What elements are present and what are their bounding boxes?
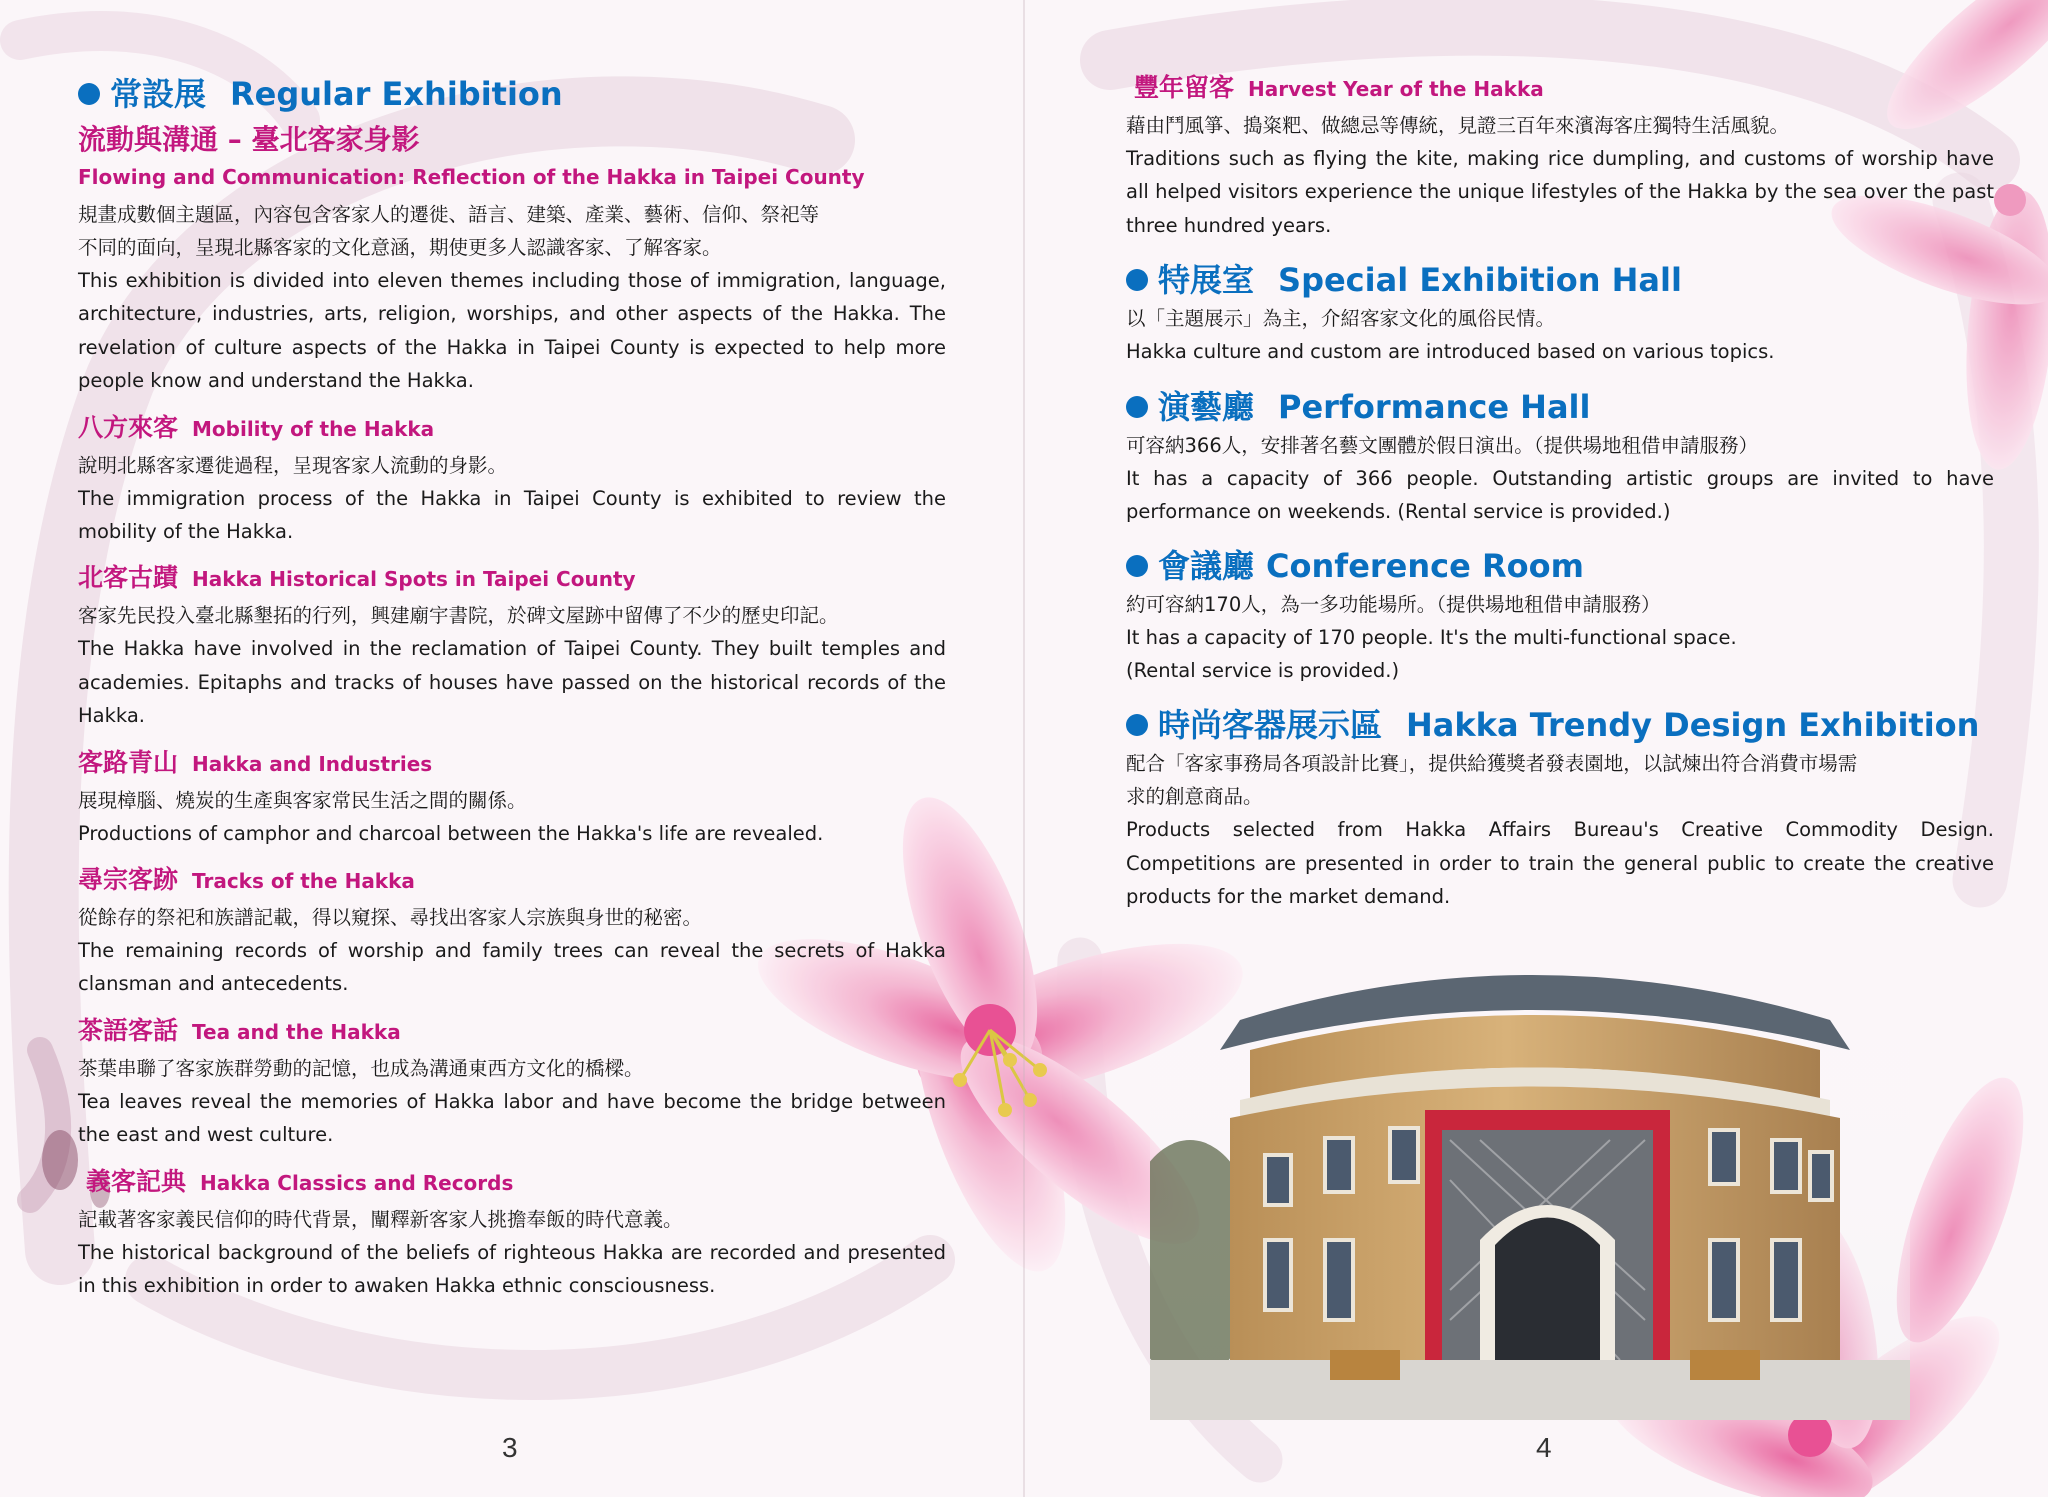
section-en-text: The historical background of the beliefs of righteous Hakka are recorded and presented in this exhibition in order to awaken Hakka ethnic consciousness. bbox=[78, 1240, 946, 1298]
section-zh-text: 說明北縣客家遷徙過程，呈現客家人流動的身影。 bbox=[78, 453, 508, 477]
section-title-en: Tea and the Hakka bbox=[192, 1019, 401, 1044]
section-title-en: Mobility of the Hakka bbox=[192, 416, 435, 441]
section-zh-text: 以「主題展示」為主，介紹客家文化的風俗民情。 bbox=[1126, 307, 1556, 331]
section-title-zh: 八方來客 bbox=[78, 412, 179, 442]
section-performance-hall bbox=[1102, 385, 1994, 529]
page-number: 3 bbox=[502, 1432, 518, 1463]
section-zh-text: 從餘存的祭祀和族譜記載，得以窺探、尋找出客家人宗族與身世的秘密。 bbox=[78, 906, 703, 930]
section-title-zh: 北客古蹟 bbox=[78, 563, 179, 593]
section-title-en: Hakka and Industries bbox=[192, 751, 433, 776]
section-zh-text: 記載著客家義民信仰的時代背景，闡釋新客家人挑擔奉飯的時代意義。 bbox=[78, 1207, 683, 1231]
section-en-line: (Rental service is provided.) bbox=[1126, 659, 1400, 683]
section-title-zh: 義客記典 bbox=[86, 1166, 187, 1196]
regular-zh-line: 不同的面向，呈現北縣客家的文化意涵，期使更多人認識客家、了解客家。 bbox=[78, 236, 722, 259]
special-hall-zh: 特展室 bbox=[1158, 261, 1255, 300]
section-tracks bbox=[78, 860, 946, 1001]
section-en-text: The remaining records of worship and family trees can reveal the secrets of Hakka clansman and antecedents. bbox=[78, 939, 946, 996]
right-column bbox=[1102, 72, 1994, 914]
performance-hall-en: Performance Hall bbox=[1278, 387, 1591, 426]
section-en-text: Hakka culture and custom are introduced based on various topics. bbox=[1126, 340, 1775, 364]
exhibition-title-zh: 流動與溝通 – 臺北客家身影 bbox=[78, 123, 420, 156]
section-en-text: Traditions such as flying the kite, making rice dumpling, and customs of worship have all helped visitors experience the unique lifestyles of the Hakka by the sea over the past three hundred years. bbox=[1126, 147, 1994, 237]
section-title-zh: 尋宗客跡 bbox=[78, 865, 179, 895]
section-conference-room bbox=[1102, 544, 1994, 687]
section-zh-text: 茶葉串聯了客家族群勞動的記憶，也成為溝通東西方文化的橋樑。 bbox=[78, 1056, 644, 1080]
conference-room-en: Conference Room bbox=[1266, 547, 1584, 586]
left-column bbox=[78, 72, 946, 1303]
performance-hall-zh: 演藝廳 bbox=[1158, 387, 1255, 426]
section-zh-text: 客家先民投入臺北縣墾拓的行列，興建廟宇書院，於碑文屋跡中留傳了不少的歷史印記。 bbox=[78, 604, 839, 628]
regular-zh-line: 規畫成數個主題區，內容包含客家人的遷徙、語言、建築、產業、藝術、信仰、祭祀等 bbox=[78, 203, 820, 226]
bullet-dot-icon bbox=[1126, 555, 1148, 577]
section-en-text: Tea leaves reveal the memories of Hakka labor and have become the bridge between the east and west culture. bbox=[78, 1089, 946, 1147]
section-zh-text: 藉由鬥風箏、搗粢粑、做總忌等傳統，見證三百年來濱海客庄獨特生活風貌。 bbox=[1126, 114, 1790, 137]
section-tea bbox=[78, 1011, 946, 1152]
regular-en-text: This exhibition is divided into eleven themes including those of immigration, language, architecture, industries, arts, religion, worships, and other aspects of the Hakka. The revelation of culture aspects of the Hakka in Taipei County is expected to help more people know and understand the Hakka. bbox=[78, 269, 946, 393]
regular-exhibition-en: Regular Exhibition bbox=[230, 75, 563, 113]
bullet-dot-icon bbox=[1126, 396, 1148, 418]
section-title-en: Tracks of the Hakka bbox=[192, 869, 415, 894]
section-title-zh: 茶語客話 bbox=[78, 1015, 179, 1045]
page-number: 4 bbox=[1536, 1432, 1552, 1463]
section-title-zh: 豐年留客 bbox=[1134, 73, 1235, 102]
section-mobility bbox=[78, 408, 946, 549]
section-industries bbox=[78, 743, 946, 850]
bullet-dot-icon bbox=[1126, 269, 1148, 291]
section-en-text: The Hakka have involved in the reclamation of Taipei County. They built temples and academies. Epitaphs and tracks of houses have passed on the historical records of the Hakka. bbox=[78, 637, 946, 728]
section-title-en: Hakka Historical Spots in Taipei County bbox=[192, 567, 636, 592]
section-title-en: Harvest Year of the Hakka bbox=[1248, 77, 1544, 101]
regular-exhibition-heading bbox=[78, 72, 946, 116]
section-en-line: It has a capacity of 170 people. It's the multi-functional space. bbox=[1126, 626, 1737, 650]
section-title-en: Hakka Classics and Records bbox=[200, 1170, 514, 1195]
section-en-text: Productions of camphor and charcoal between the Hakka's life are revealed. bbox=[78, 821, 824, 845]
section-en-text: It has a capacity of 366 people. Outstanding artistic groups are invited to have performance on weekends. (Rental service is provided.) bbox=[1126, 466, 1994, 524]
trendy-design-zh: 時尚客器展示區 bbox=[1158, 706, 1383, 745]
section-trendy-design bbox=[1102, 703, 1994, 913]
regular-exhibition-zh: 常設展 bbox=[110, 75, 207, 113]
section-zh-line: 配合「客家事務局各項設計比賽」，提供給獲獎者發表園地，以試煉出符合消費市場需 bbox=[1126, 752, 1858, 776]
section-zh-line: 求的創意商品。 bbox=[1126, 785, 1263, 809]
section-zh-text: 可容納366人，安排著名藝文團體於假日演出。（提供場地租借申請服務） bbox=[1126, 433, 1758, 457]
page-right bbox=[1024, 0, 2048, 1497]
bullet-dot-icon bbox=[1126, 714, 1148, 736]
section-harvest bbox=[1102, 68, 1994, 242]
section-special-hall bbox=[1102, 258, 1994, 368]
section-classics bbox=[78, 1162, 946, 1303]
conference-room-zh: 會議廳 bbox=[1158, 547, 1255, 586]
bullet-dot-icon bbox=[78, 83, 100, 105]
exhibition-title-en: Flowing and Communication: Reflection of the Hakka in Taipei County bbox=[78, 165, 865, 189]
section-zh-text: 展現樟腦、燒炭的生產與客家常民生活之間的關係。 bbox=[78, 788, 527, 812]
section-zh-text: 約可容納170人，為一多功能場所。（提供場地租借申請服務） bbox=[1126, 593, 1661, 617]
section-historical-spots bbox=[78, 558, 946, 732]
special-hall-en: Special Exhibition Hall bbox=[1278, 261, 1682, 300]
trendy-design-en: Hakka Trendy Design Exhibition bbox=[1406, 706, 1980, 745]
section-en-text: Products selected from Hakka Affairs Bureau's Creative Commodity Design. Competitions are presented in order to train the general public to create the creative products for the market demand. bbox=[1126, 818, 1994, 909]
section-title-zh: 客路青山 bbox=[78, 747, 179, 777]
section-en-text: The immigration process of the Hakka in Taipei County is exhibited to review the mobility of the Hakka. bbox=[78, 486, 946, 544]
